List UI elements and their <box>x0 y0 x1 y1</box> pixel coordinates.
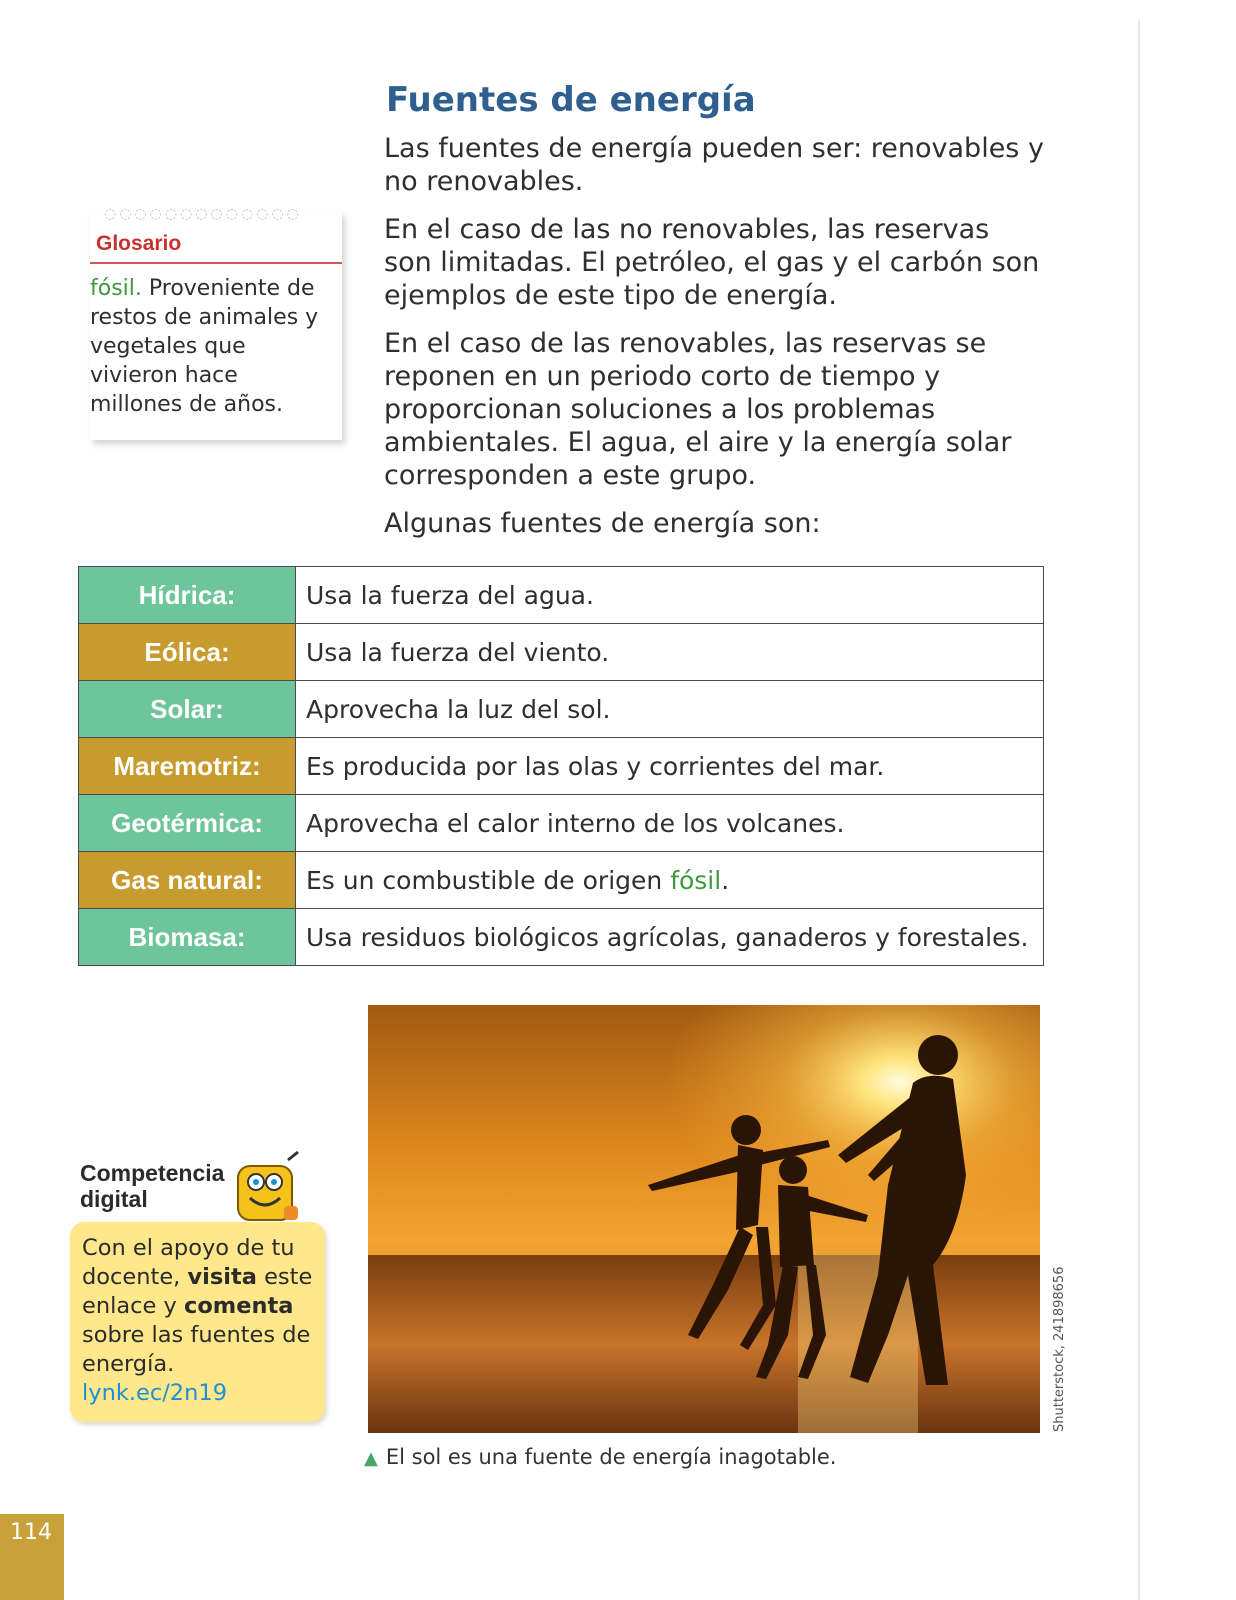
page-number: 114 <box>10 1520 52 1545</box>
table-row <box>79 795 1044 852</box>
glossary-highlight: fósil <box>670 865 722 895</box>
competencia-text-part: sobre las fuentes de energía. <box>82 1322 311 1377</box>
photo-credit: Shutterstock, 241898656 <box>1052 1266 1067 1432</box>
glossary-entry <box>90 274 335 419</box>
row-label: Geotérmica: <box>79 795 296 852</box>
paragraph-2: En el caso de las no renovables, las reservas son limitadas. El petróleo, el gas y el carbón son ejemplos de este tipo de energía. <box>384 214 1040 311</box>
page-title: Fuentes de energía <box>386 80 756 120</box>
competencia-text-part: este enlace y <box>82 1264 313 1319</box>
row-description-text: Es un combustible de origen <box>306 865 671 895</box>
glossary-note <box>90 206 342 440</box>
spiral-binding-icon: ◌◌◌◌◌◌◌◌◌◌◌◌◌ <box>104 206 302 222</box>
robot-mascot-icon <box>228 1150 308 1230</box>
row-description: Usa residuos biológicos agrícolas, ganaderos y forestales. <box>296 909 1044 966</box>
triangle-up-icon: ▲ <box>364 1448 378 1469</box>
row-label: Hídrica: <box>79 567 296 624</box>
table-row <box>79 909 1044 966</box>
row-label: Biomasa: <box>79 909 296 966</box>
table-row <box>79 738 1044 795</box>
page-edge <box>1138 20 1140 1600</box>
competencia-digital-box <box>70 1222 325 1422</box>
glossary-title: Glosario <box>96 232 182 255</box>
row-description <box>296 852 1044 909</box>
row-label: Eólica: <box>79 624 296 681</box>
competencia-text <box>82 1234 320 1408</box>
row-description: Usa la fuerza del agua. <box>296 567 1044 624</box>
competencia-bold-visita: visita <box>187 1264 257 1290</box>
row-label: Gas natural: <box>79 852 296 909</box>
row-description: Aprovecha la luz del sol. <box>296 681 1044 738</box>
competencia-title: Competencia digital <box>80 1160 225 1212</box>
photo-illustration <box>368 1005 1040 1433</box>
competencia-text-part: Con el apoyo de tu docente, <box>82 1235 295 1290</box>
glossary-term: fósil. <box>90 276 142 301</box>
paragraph-1: Las fuentes de energía pueden ser: renovables y no renovables. <box>384 133 1044 197</box>
row-description: Aprovecha el calor interno de los volcanes. <box>296 795 1044 852</box>
table-row <box>79 624 1044 681</box>
row-description-suffix: . <box>721 865 730 895</box>
sunset-beach-photo <box>368 1005 1040 1433</box>
row-label: Maremotriz: <box>79 738 296 795</box>
paragraph-4: Algunas fuentes de energía son: <box>384 508 821 539</box>
competencia-link[interactable]: lynk.ec/2n19 <box>82 1380 228 1406</box>
paragraph-3: En el caso de las renovables, las reservas se reponen en un periodo corto de tiempo y proporcionan soluciones a los problemas ambientales. El agua, el aire y la energía solar corresponden a este grupo. <box>384 328 1012 491</box>
photo-caption-text: El sol es una fuente de energía inagotable. <box>385 1445 837 1469</box>
table-row <box>79 852 1044 909</box>
table-row <box>79 567 1044 624</box>
glossary-definition: Proveniente de restos de animales y vegetales que vivieron hace millones de años. <box>90 276 319 417</box>
energy-sources-table <box>78 566 1044 966</box>
row-description: Es producida por las olas y corrientes del mar. <box>296 738 1044 795</box>
row-label: Solar: <box>79 681 296 738</box>
photo-caption <box>364 1445 836 1469</box>
competencia-bold-comenta: comenta <box>183 1293 294 1319</box>
row-description: Usa la fuerza del viento. <box>296 624 1044 681</box>
glossary-divider <box>90 262 342 264</box>
table-row <box>79 681 1044 738</box>
